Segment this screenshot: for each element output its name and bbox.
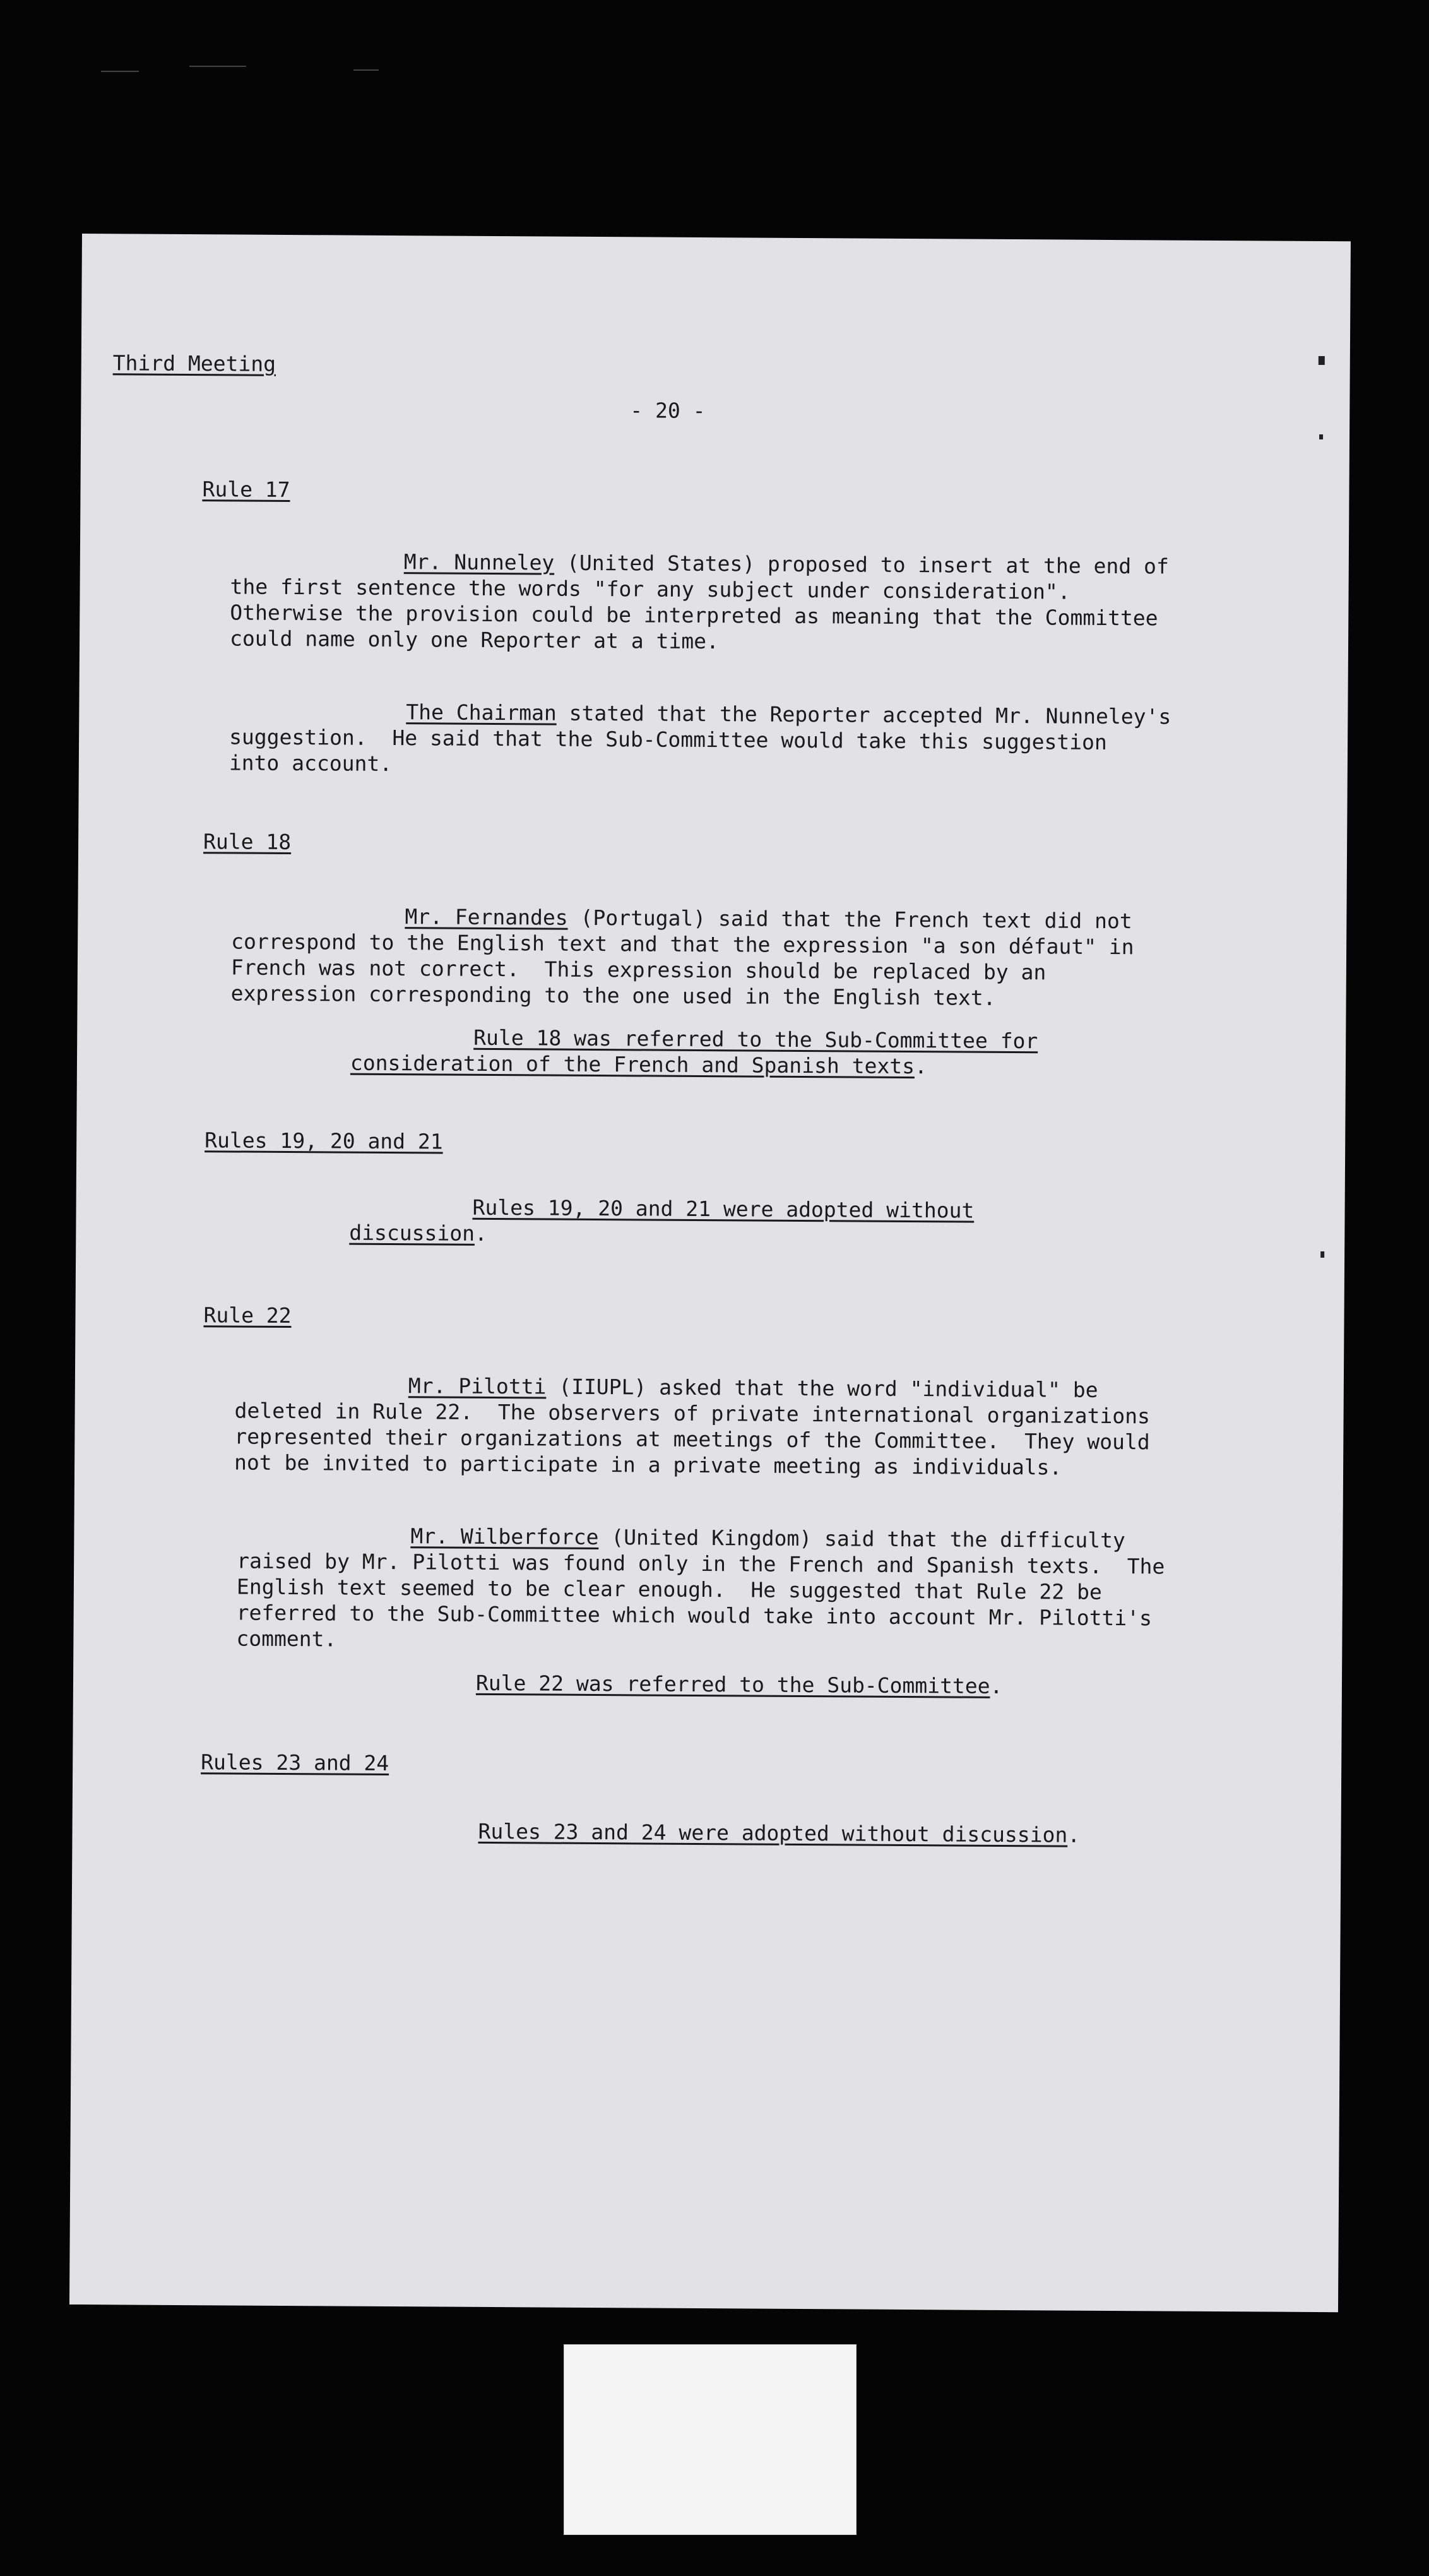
- text-span: (United Kingdom) said that the difficulty: [598, 1525, 1125, 1553]
- film-scratch: [353, 69, 379, 71]
- rules-19-21-heading: Rules 19, 20 and 21: [205, 1128, 443, 1154]
- paragraph-line: could name only one Reporter at a time.: [229, 626, 720, 654]
- paragraph-line: comment.: [236, 1626, 337, 1652]
- decision-line: Rules 19, 20 and 21 were adopted without: [472, 1195, 975, 1223]
- rule-22-heading: Rule 22: [203, 1303, 292, 1328]
- decision-line: [476, 1669, 1003, 1700]
- text-span: .: [474, 1220, 488, 1246]
- margin-speck: [1319, 434, 1323, 439]
- decision-text: discussion: [349, 1220, 475, 1246]
- speaker-name: Mr. Pilotti: [408, 1373, 547, 1399]
- text-span: (Portugal) said that the French text did not: [567, 905, 1132, 934]
- film-label-card: [564, 2344, 857, 2535]
- rule-17-heading: Rule 17: [202, 477, 290, 503]
- decision-text: Rules 23 and 24 were adopted without discussion: [478, 1818, 1068, 1847]
- document-page: [69, 234, 1351, 2312]
- paragraph-line: expression corresponding to the one used in the English text.: [230, 981, 996, 1010]
- decision-line: Rule 18 was referred to the Sub-Committee for: [473, 1025, 1038, 1054]
- decision-line: [349, 1219, 487, 1247]
- speaker-name: Mr. Fernandes: [405, 904, 568, 930]
- film-scratch: [101, 71, 139, 72]
- decision-text: Rule 22 was referred to the Sub-Committee: [475, 1670, 990, 1698]
- margin-speck: [1319, 356, 1325, 365]
- paragraph-line: suggestion. He said that the Sub-Committee would take this suggestion: [229, 724, 1107, 754]
- paragraph-line: the first sentence the words "for any subject under consideration".: [230, 574, 1070, 604]
- paragraph-line: referred to the Sub-Committee which would take into account Mr. Pilotti's: [236, 1600, 1153, 1631]
- paragraph-line: English text seemed to be clear enough. He suggested that Rule 22 be: [236, 1574, 1102, 1604]
- text-span: (United States) proposed to insert at the end of: [554, 550, 1169, 579]
- margin-speck: [1320, 1251, 1324, 1258]
- meeting-label: Third Meeting: [112, 350, 276, 376]
- text-span: .: [914, 1054, 928, 1079]
- decision-line: [350, 1049, 927, 1080]
- paragraph-line: into account.: [228, 750, 393, 777]
- text-span: (IIUPL) asked that the word "individual" be: [546, 1374, 1098, 1402]
- rules-23-24-heading: Rules 23 and 24: [201, 1750, 389, 1776]
- decision-line: [478, 1818, 1080, 1849]
- text-span: stated that the Reporter accepted Mr. Nunneley's: [556, 700, 1171, 729]
- paragraph-line: represented their organizations at meetings of the Committee. They would: [234, 1424, 1150, 1455]
- paragraph-line: not be invited to participate in a private meeting as individuals.: [234, 1450, 1062, 1480]
- speaker-name: The Chairman: [406, 700, 557, 725]
- paragraph-line: raised by Mr. Pilotti was found only in the French and Spanish texts. The: [237, 1548, 1165, 1579]
- film-scratch: [189, 66, 246, 67]
- rule-18-heading: Rule 18: [203, 829, 292, 855]
- speaker-name: Mr. Wilberforce: [410, 1524, 599, 1550]
- page-number: - 20 -: [630, 398, 706, 424]
- paragraph-line: French was not correct. This expression should be replaced by an: [230, 955, 1047, 985]
- paragraph-line: correspond to the English text and that the expression "a son défaut" in: [231, 929, 1134, 960]
- decision-text: consideration of the French and Spanish texts: [350, 1050, 915, 1079]
- paragraph-line: deleted in Rule 22. The observers of private international organizations: [234, 1398, 1151, 1429]
- speaker-name: Mr. Nunneley: [403, 549, 555, 575]
- text-span: .: [1067, 1822, 1081, 1847]
- text-span: .: [990, 1673, 1003, 1698]
- paragraph-line: Otherwise the provision could be interpreted as meaning that the Committee: [230, 600, 1158, 631]
